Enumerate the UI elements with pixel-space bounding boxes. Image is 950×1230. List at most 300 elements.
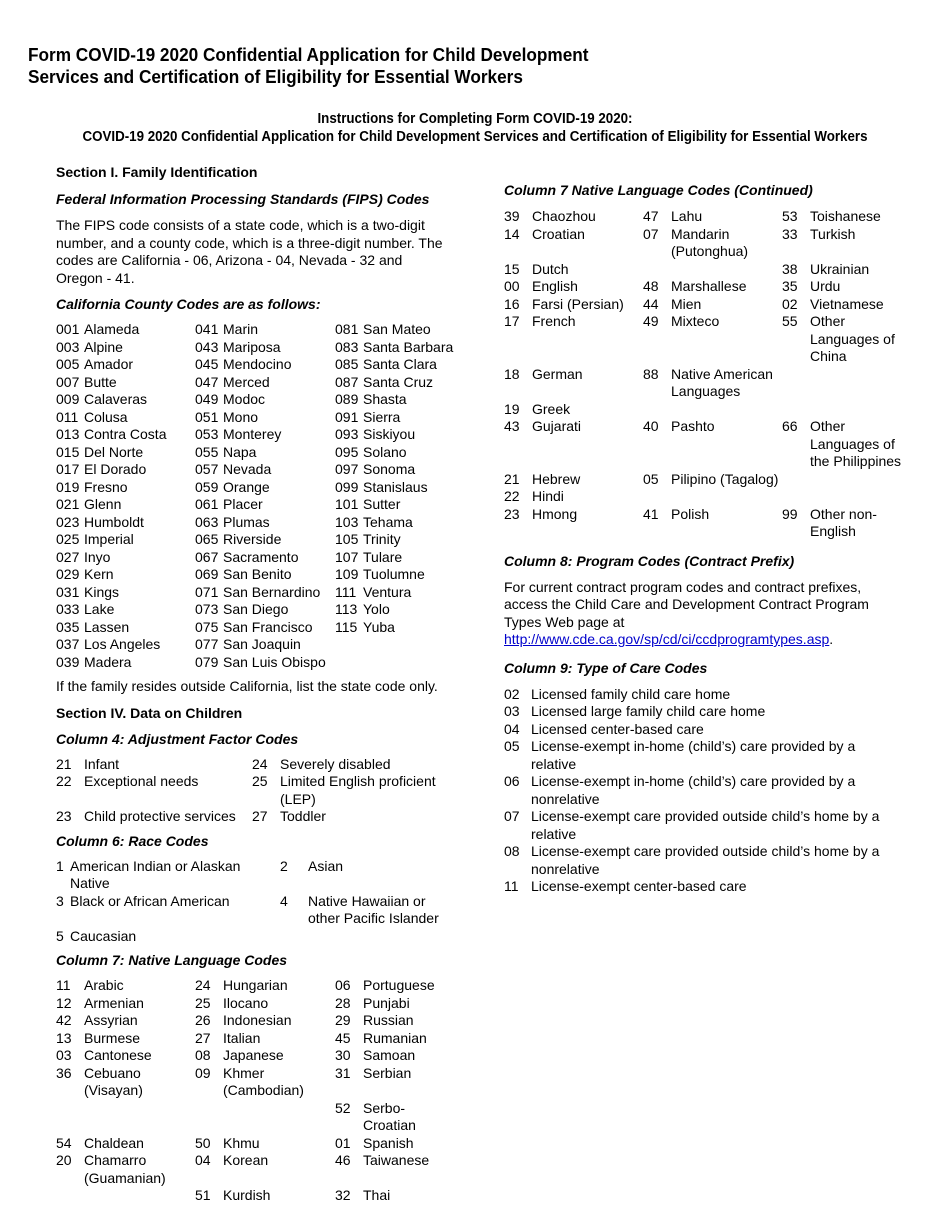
- code-label: Child protective services: [84, 808, 236, 824]
- code-entry: [56, 808, 252, 826]
- code-value: 40: [643, 418, 659, 434]
- race-heading: Column 6: Race Codes: [56, 832, 209, 849]
- code-label: Mixteco: [671, 313, 720, 329]
- code-entry: [335, 601, 456, 619]
- code-label: Assyrian: [84, 1012, 138, 1028]
- code-label: Butte: [84, 373, 117, 390]
- care-code: 06: [504, 773, 520, 789]
- code-label: [363, 636, 456, 654]
- county-row: [56, 531, 456, 549]
- county-row: [56, 514, 456, 532]
- code-label: Armenian: [84, 994, 144, 1011]
- county-row: [56, 339, 456, 357]
- code-label: Kings: [84, 583, 120, 600]
- code-entry: [56, 426, 195, 444]
- code-label: Napa: [223, 443, 257, 460]
- code-value: 31: [335, 1064, 351, 1081]
- code-value: 99: [782, 505, 798, 522]
- title-line-1: Form COVID-19 2020 Confidential Application for Child Development: [28, 44, 589, 65]
- code-entry: [335, 654, 456, 672]
- county-row: [56, 584, 456, 602]
- code-label: Imperial: [84, 531, 134, 547]
- code-label: Humboldt: [84, 513, 144, 530]
- language-continued-row: [504, 418, 924, 471]
- code-entry: [56, 858, 280, 893]
- code-value: 55: [782, 313, 798, 329]
- code-value: 12: [56, 994, 72, 1011]
- code-value: 031: [56, 583, 80, 600]
- code-entry: [195, 1030, 335, 1048]
- code-entry: [195, 654, 335, 672]
- code-entry: [195, 514, 335, 532]
- code-value: 097: [335, 461, 359, 477]
- code-entry: [56, 654, 195, 672]
- adjustment-row: [56, 808, 456, 826]
- code-entry: [335, 531, 456, 549]
- code-label: Cantonese: [84, 1047, 152, 1063]
- code-value: 05: [643, 470, 659, 487]
- code-value: 02: [782, 295, 798, 312]
- care-code: 04: [504, 720, 520, 737]
- code-entry: [56, 773, 252, 808]
- code-value: 091: [335, 408, 359, 425]
- code-entry: [195, 566, 335, 584]
- code-label: Placer: [223, 496, 263, 512]
- code-entry: [195, 461, 335, 479]
- code-entry: [56, 549, 195, 567]
- code-entry: [56, 461, 195, 479]
- language-continued-heading: Column 7 Native Language Codes (Continued): [504, 182, 813, 198]
- county-row: [56, 444, 456, 462]
- code-entry: [335, 339, 456, 357]
- code-entry: [56, 1047, 195, 1065]
- race-row: [56, 928, 456, 946]
- code-entry: [782, 506, 902, 541]
- code-label: Other non-English: [810, 505, 877, 539]
- county-row: [56, 636, 456, 654]
- language-continued-row: [504, 296, 924, 314]
- code-value: 54: [56, 1134, 72, 1151]
- code-entry: [782, 366, 902, 401]
- code-label: Spanish: [363, 1134, 414, 1151]
- code-value: 081: [335, 321, 359, 337]
- code-entry: [252, 756, 452, 774]
- language-continued-row: [504, 366, 924, 401]
- code-entry: [195, 1135, 335, 1153]
- county-heading: California County Codes are as follows:: [56, 296, 321, 312]
- adjustment-row: [56, 773, 456, 808]
- code-value: 41: [643, 505, 659, 522]
- code-value: [335, 654, 363, 672]
- code-entry: [195, 601, 335, 619]
- code-label: Lahu: [671, 208, 703, 224]
- code-value: 33: [782, 225, 798, 242]
- code-value: 11: [56, 977, 71, 993]
- code-entry: [643, 261, 782, 279]
- code-value: 88: [643, 365, 659, 382]
- code-entry: [56, 356, 195, 374]
- code-entry: [504, 261, 643, 279]
- code-value: 085: [335, 356, 359, 372]
- code-entry: [782, 208, 902, 226]
- code-label: Pashto: [671, 418, 715, 434]
- code-label: Cebuano (Visayan): [84, 1064, 143, 1098]
- code-entry: [56, 321, 195, 339]
- code-entry: [335, 514, 456, 532]
- code-value: 35: [782, 278, 798, 294]
- code-label: Turkish: [810, 225, 856, 242]
- language-row: [56, 1152, 456, 1187]
- code-value: 21: [504, 470, 520, 487]
- code-entry: [643, 226, 782, 261]
- code-value: 23: [56, 808, 72, 824]
- code-value: 007: [56, 373, 80, 390]
- code-label: Sacramento: [223, 548, 299, 565]
- left-column: [56, 163, 456, 1205]
- code-label: Greek: [532, 400, 571, 417]
- code-entry: [56, 601, 195, 619]
- code-value: 103: [335, 513, 359, 530]
- code-label: Mien: [671, 295, 702, 312]
- care-code: 07: [504, 808, 520, 824]
- code-label: El Dorado: [84, 461, 147, 477]
- code-label: Modoc: [223, 391, 266, 407]
- title-line-2: Services and Certification of Eligibility for Essential Workers: [28, 66, 523, 87]
- code-label: [810, 471, 902, 489]
- code-value: 115: [335, 618, 358, 635]
- code-label: Arabic: [84, 977, 124, 993]
- code-value: 14: [504, 225, 520, 242]
- code-label: [308, 928, 456, 946]
- code-entry: [504, 488, 643, 506]
- code-label: Alameda: [84, 321, 140, 337]
- code-label: Merced: [223, 373, 270, 390]
- code-label: Polish: [671, 505, 710, 522]
- care-row: [504, 738, 904, 773]
- code-label: Toddler: [280, 808, 326, 824]
- language-continued-row: [504, 506, 924, 541]
- code-label: Contra Costa: [84, 426, 167, 442]
- code-label: Fresno: [84, 478, 128, 495]
- code-entry: [56, 566, 195, 584]
- code-entry: [195, 584, 335, 602]
- code-value: 17: [504, 313, 520, 329]
- code-value: 101: [335, 496, 359, 512]
- care-code-table: [504, 686, 904, 896]
- program-types-link[interactable]: http://www.cde.ca.gov/sp/cd/ci/ccdprogramtypes.asp: [504, 631, 830, 647]
- code-label: Nevada: [223, 461, 272, 477]
- code-label: German: [532, 365, 583, 382]
- language-row: [56, 977, 456, 995]
- code-entry: [335, 1047, 456, 1065]
- code-label: Marshallese: [671, 278, 747, 294]
- code-value: 21: [56, 755, 72, 772]
- code-label: [810, 488, 902, 506]
- code-value: 011: [56, 408, 79, 425]
- code-entry: [504, 401, 643, 419]
- language-continued-row: [504, 261, 924, 279]
- code-value: 38: [782, 260, 798, 277]
- code-label: Croatian: [532, 225, 585, 242]
- code-value: 49: [643, 313, 659, 329]
- code-value: 48: [643, 278, 659, 294]
- code-value: 22: [56, 773, 72, 789]
- code-entry: [335, 356, 456, 374]
- code-entry: [195, 1100, 335, 1135]
- code-entry: [195, 479, 335, 497]
- adjustment-row: [56, 756, 456, 774]
- code-entry: [782, 278, 902, 296]
- code-label: Khmu: [223, 1134, 260, 1151]
- code-entry: [56, 1065, 195, 1100]
- code-label: Sierra: [363, 408, 401, 425]
- code-value: 29: [335, 1012, 351, 1028]
- code-entry: [335, 1012, 456, 1030]
- code-entry: [335, 444, 456, 462]
- code-label: Santa Barbara: [363, 338, 454, 355]
- code-label: [84, 1100, 195, 1135]
- code-value: [195, 1100, 223, 1135]
- code-label: San Joaquin: [223, 636, 301, 652]
- code-value: 035: [56, 618, 80, 635]
- language-row: [56, 1187, 456, 1205]
- code-entry: [335, 1065, 456, 1100]
- code-entry: [195, 549, 335, 567]
- code-entry: [335, 321, 456, 339]
- code-label: Del Norte: [84, 443, 144, 460]
- care-row: [504, 686, 904, 704]
- code-entry: [56, 444, 195, 462]
- code-entry: [195, 636, 335, 654]
- language-continued-row: [504, 226, 924, 261]
- code-label: Tehama: [363, 513, 413, 530]
- language-row: [56, 995, 456, 1013]
- language-continued-row: [504, 488, 924, 506]
- code-entry: [195, 391, 335, 409]
- code-entry: [335, 374, 456, 392]
- care-code: 03: [504, 703, 520, 719]
- county-row: [56, 549, 456, 567]
- code-entry: [643, 208, 782, 226]
- code-label: Urdu: [810, 278, 841, 294]
- code-entry: [56, 531, 195, 549]
- code-label: Orange: [223, 478, 270, 495]
- program-heading: Column 8: Program Codes (Contract Prefix): [504, 552, 795, 569]
- code-label: Hungarian: [223, 977, 288, 993]
- code-value: 4: [280, 892, 288, 909]
- code-entry: [782, 296, 902, 314]
- code-label: Burmese: [84, 1029, 141, 1046]
- code-entry: [252, 773, 452, 808]
- care-code: 02: [504, 685, 520, 702]
- county-row: [56, 601, 456, 619]
- code-label: Siskiyou: [363, 426, 416, 442]
- language-continued-row: [504, 471, 924, 489]
- code-label: Indonesian: [223, 1012, 292, 1028]
- code-entry: [56, 584, 195, 602]
- code-label: Caucasian: [70, 927, 137, 944]
- code-entry: [56, 756, 252, 774]
- code-entry: [56, 479, 195, 497]
- code-value: 079: [195, 653, 219, 670]
- code-entry: [195, 339, 335, 357]
- code-entry: [782, 313, 902, 366]
- code-value: [643, 488, 671, 506]
- code-label: Dutch: [532, 260, 569, 277]
- program-period: .: [829, 631, 834, 647]
- code-label: [810, 401, 902, 419]
- code-value: 53: [782, 208, 798, 224]
- code-label: Stanislaus: [363, 478, 428, 495]
- code-entry: [782, 488, 902, 506]
- code-label: Hmong: [532, 505, 578, 522]
- code-label: Taiwanese: [363, 1152, 430, 1168]
- code-label: Samoan: [363, 1047, 416, 1063]
- county-row: [56, 479, 456, 497]
- code-entry: [504, 471, 643, 489]
- code-entry: [280, 893, 456, 928]
- county-row: [56, 496, 456, 514]
- code-entry: [195, 321, 335, 339]
- code-label: Black or African American: [70, 892, 230, 909]
- code-entry: [56, 391, 195, 409]
- county-row: [56, 391, 456, 409]
- code-entry: [335, 426, 456, 444]
- care-code: 08: [504, 843, 520, 859]
- code-entry: [643, 418, 782, 471]
- code-value: 045: [195, 356, 219, 372]
- code-value: 50: [195, 1134, 211, 1151]
- code-entry: [782, 471, 902, 489]
- code-value: 017: [56, 461, 80, 477]
- code-value: 16: [504, 295, 520, 312]
- code-label: Italian: [223, 1029, 261, 1046]
- code-label: San Luis Obispo: [223, 653, 326, 670]
- code-label: [363, 654, 456, 672]
- code-value: 019: [56, 478, 80, 495]
- code-entry: [56, 1012, 195, 1030]
- language-row: [56, 1135, 456, 1153]
- code-value: 055: [195, 443, 219, 460]
- code-value: 08: [195, 1047, 211, 1063]
- code-entry: [56, 636, 195, 654]
- race-code-table: [56, 858, 456, 946]
- code-label: [810, 366, 902, 401]
- county-row: [56, 426, 456, 444]
- code-value: 049: [195, 391, 219, 407]
- code-label: [671, 261, 782, 279]
- code-label: Kurdish: [223, 1187, 271, 1203]
- code-entry: [56, 1187, 195, 1205]
- code-value: 099: [335, 478, 359, 495]
- code-value: 06: [335, 977, 351, 993]
- code-value: [643, 261, 671, 279]
- language-continued-row: [504, 208, 924, 226]
- code-entry: [335, 391, 456, 409]
- code-value: [56, 1100, 84, 1135]
- language-continued-row: [504, 313, 924, 366]
- care-label: License-exempt care provided outside child’s home by a relative: [531, 808, 880, 842]
- code-value: 039: [56, 653, 80, 670]
- race-row: [56, 858, 456, 893]
- code-label: Lake: [84, 601, 115, 617]
- code-label: Punjabi: [363, 994, 410, 1011]
- code-label: Native American Languages: [671, 365, 773, 399]
- code-entry: [252, 808, 452, 826]
- code-entry: [335, 409, 456, 427]
- code-entry: [782, 418, 902, 471]
- program-description: For current contract program codes and contract prefixes, access the Child Care and Development Contract Program Types Web page at: [504, 578, 869, 630]
- care-row: [504, 808, 904, 843]
- code-value: 029: [56, 566, 80, 582]
- language-row: [56, 1065, 456, 1100]
- care-label: License-exempt in-home (child’s) care provided by a nonrelative: [531, 773, 856, 807]
- language-heading: Column 7: Native Language Codes: [56, 952, 288, 968]
- code-entry: [782, 401, 902, 419]
- county-row: [56, 374, 456, 392]
- code-value: 069: [195, 566, 219, 582]
- code-entry: [56, 514, 195, 532]
- code-entry: [504, 313, 643, 366]
- county-row: [56, 461, 456, 479]
- code-label: Madera: [84, 653, 132, 670]
- code-label: Santa Clara: [363, 356, 437, 372]
- code-value: 30: [335, 1047, 351, 1063]
- code-label: Mendocino: [223, 356, 292, 372]
- care-row: [504, 773, 904, 808]
- code-entry: [643, 506, 782, 541]
- code-value: 065: [195, 531, 219, 547]
- code-entry: [504, 418, 643, 471]
- code-value: 2: [280, 857, 288, 874]
- code-value: 32: [335, 1187, 351, 1203]
- code-label: Asian: [308, 857, 344, 874]
- code-entry: [195, 1152, 335, 1187]
- code-value: 009: [56, 391, 80, 407]
- code-value: 113: [335, 601, 358, 617]
- code-label: Ilocano: [223, 994, 269, 1011]
- language-continued-table: [504, 208, 924, 541]
- code-entry: [335, 479, 456, 497]
- code-label: Hebrew: [532, 470, 581, 487]
- code-entry: [335, 1187, 456, 1205]
- code-label: Mariposa: [223, 338, 281, 355]
- code-label: Chamarro (Guamanian): [84, 1152, 166, 1186]
- code-value: 25: [195, 994, 211, 1011]
- code-value: 19: [504, 400, 520, 417]
- code-label: Plumas: [223, 513, 270, 530]
- code-label: Monterey: [223, 426, 282, 442]
- code-label: Lassen: [84, 618, 130, 635]
- code-label: Hindi: [532, 488, 564, 504]
- code-label: Calaveras: [84, 391, 148, 407]
- code-entry: [335, 496, 456, 514]
- code-value: 22: [504, 488, 520, 504]
- county-row: [56, 566, 456, 584]
- code-entry: [56, 496, 195, 514]
- county-row: [56, 654, 456, 672]
- code-label: Serbian: [363, 1064, 412, 1081]
- code-label: [671, 401, 782, 419]
- code-entry: [56, 1135, 195, 1153]
- code-value: 075: [195, 618, 219, 635]
- adjustment-heading: Column 4: Adjustment Factor Codes: [56, 730, 299, 747]
- code-label: Japanese: [223, 1047, 284, 1063]
- code-value: [782, 401, 810, 419]
- code-entry: [56, 1152, 195, 1187]
- code-entry: [195, 356, 335, 374]
- code-value: 111: [335, 583, 357, 600]
